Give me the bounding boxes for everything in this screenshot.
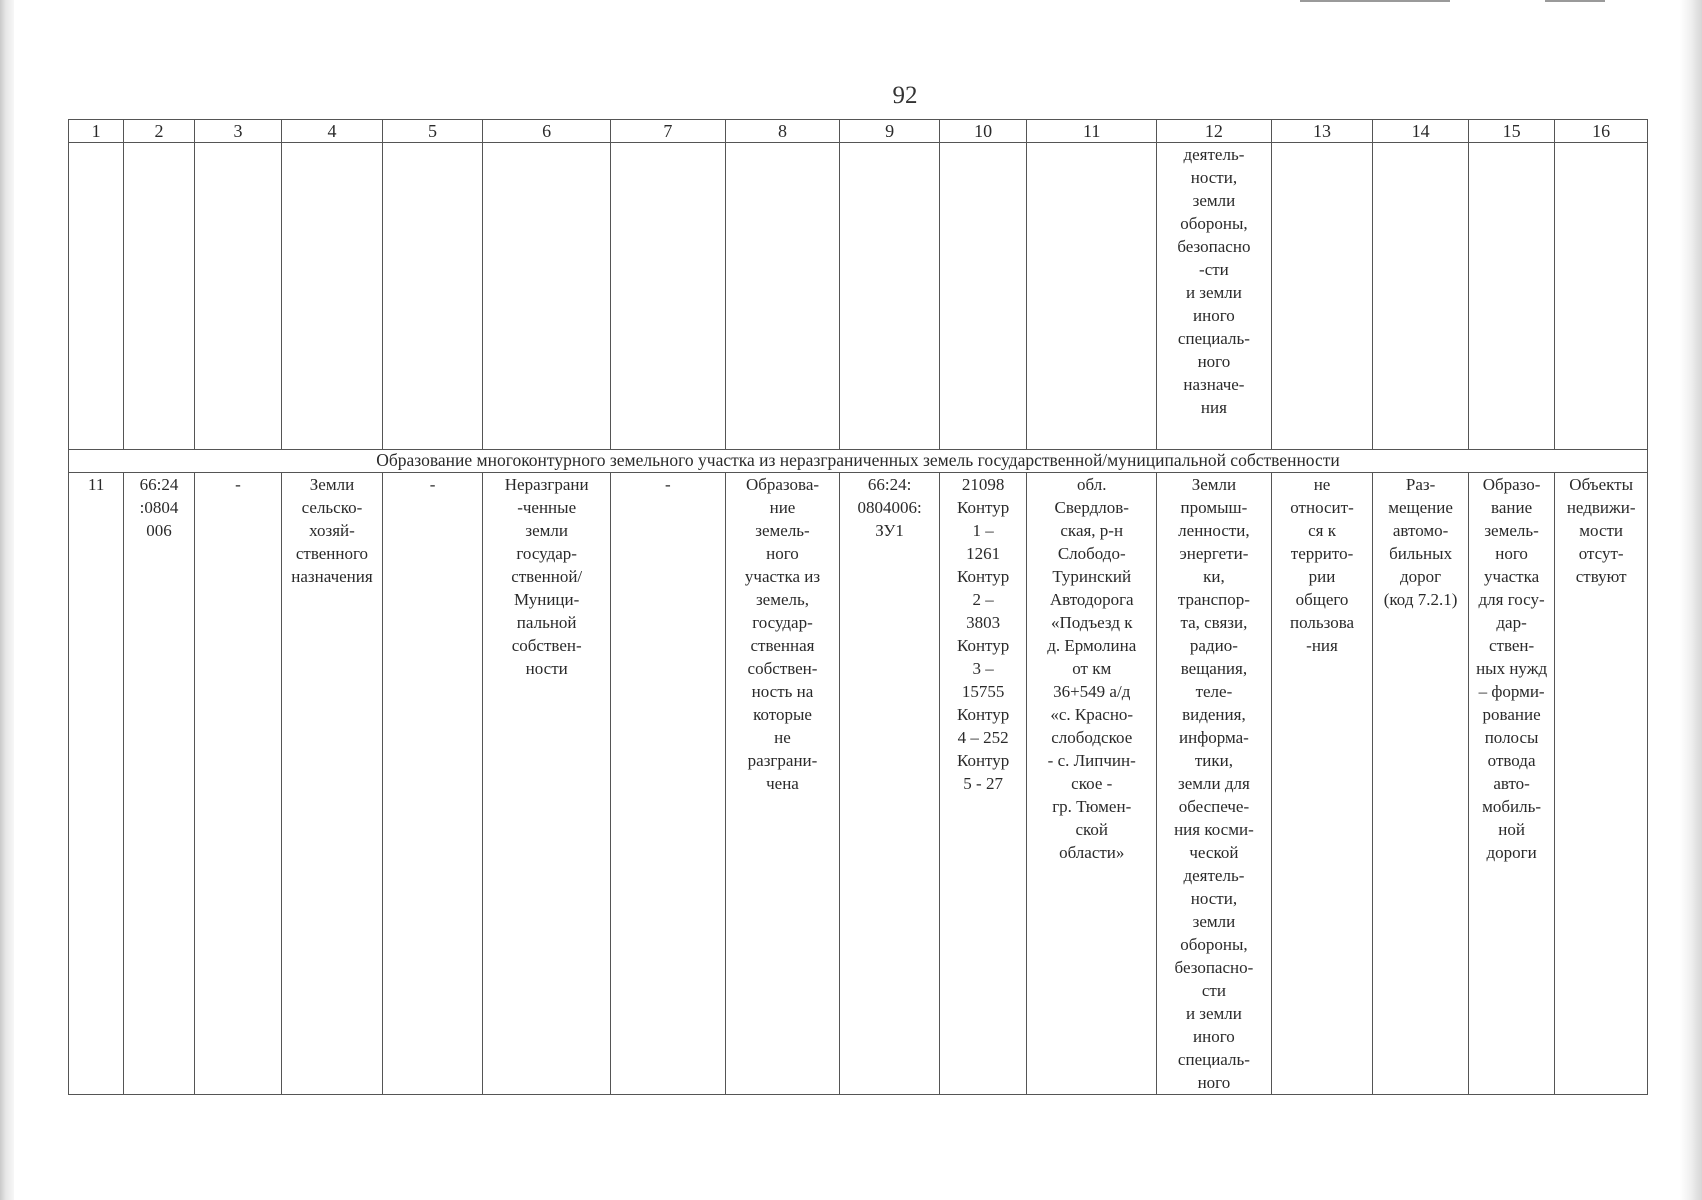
real-estate-objects: Объекты недвижи- мости отсут- ствуют: [1555, 473, 1648, 1095]
col-header: 13: [1271, 120, 1373, 143]
table-cell: [840, 143, 940, 450]
col-header: 1: [69, 120, 124, 143]
target-land-category: Земли промыш- ленности, энергети- ки, транспор- та, связи, радио- вещания, теле- видения, информа- тики, земли для обеспече- ния косми- ческой деятель- ности, земли обороны, безопасно- сти и земли иного специаль- ного: [1157, 473, 1272, 1095]
col-header: 4: [282, 120, 383, 143]
table-cell: -: [194, 473, 281, 1095]
col-header: 14: [1373, 120, 1469, 143]
col-header: 8: [725, 120, 840, 143]
ownership-form: Неразграни -ченные земли государ- ственной/ Муници- пальной собствен- ности: [483, 473, 611, 1095]
plot-designation: 66:24: 0804006: ЗУ1: [840, 473, 940, 1095]
formation-purpose: Образо- вание земель- ного участка для госу- дар- ствен- ных нужд – форми- рование полосы отвода авто- мобиль- ной дороги: [1468, 473, 1554, 1095]
land-plot-table: [68, 119, 1648, 1095]
scan-top-mark: [1545, 0, 1605, 2]
table-cell: [194, 143, 281, 450]
col-header: 10: [939, 120, 1026, 143]
plot-address: обл. Свердлов- ская, р-н Слободо- Туринский Автодорога «Подъезд к д. Ермолина от км 36+549 а/д «с. Красно- слободское - с. Липчин- ское - гр. Тюмен- ской области»: [1027, 473, 1157, 1095]
page-number: 92: [892, 82, 918, 109]
column-number-row: [69, 120, 1648, 143]
table-cell: [124, 143, 194, 450]
scan-right-edge: [1680, 0, 1702, 1200]
table-cell: [483, 143, 611, 450]
land-category: Земли сельско- хозяй- ственного назначения: [282, 473, 383, 1095]
col-header: 2: [124, 120, 194, 143]
table-cell: -: [382, 473, 483, 1095]
section-title: Образование многоконтурного земельного участка из неразграниченных земель государственной/муниципальной собственности: [69, 450, 1648, 473]
table-cell: [1468, 143, 1554, 450]
table-cell: [611, 143, 726, 450]
formation-method: Образова- ние земель- ного участка из земель, государ- ственная собствен- ность на которые не разграни- чена: [725, 473, 840, 1095]
row-number: 11: [69, 473, 124, 1095]
table-cell: [725, 143, 840, 450]
cadastral-quarter: 66:24 :0804 006: [124, 473, 194, 1095]
col-header: 5: [382, 120, 483, 143]
scan-top-mark: [1300, 0, 1450, 2]
section-title-row: [69, 450, 1648, 473]
col-header: 11: [1027, 120, 1157, 143]
continuation-row: [69, 143, 1648, 450]
table-cell: [282, 143, 383, 450]
table-cell: [1373, 143, 1469, 450]
table-row: [69, 473, 1648, 1095]
col-header: 16: [1555, 120, 1648, 143]
col-header: 9: [840, 120, 940, 143]
table-cell: [1555, 143, 1648, 450]
col-header: 15: [1468, 120, 1554, 143]
col-header: 3: [194, 120, 281, 143]
table-cell: [1271, 143, 1373, 450]
col-header: 6: [483, 120, 611, 143]
table-cell: [939, 143, 1026, 450]
public-use-status: не относит- ся к террито- рии общего пользова -ния: [1271, 473, 1373, 1095]
table-cell: -: [611, 473, 726, 1095]
scan-left-edge: [0, 0, 14, 1200]
table-cell: [382, 143, 483, 450]
col-header: 7: [611, 120, 726, 143]
col-header: 12: [1157, 120, 1272, 143]
plot-area: 21098 Контур 1 – 1261 Контур 2 – 3803 Контур 3 – 15755 Контур 4 – 252 Контур 5 - 27: [939, 473, 1026, 1095]
permitted-use: Раз- мещение автомо- бильных дорог (код 7.2.1): [1373, 473, 1469, 1095]
continuation-land-category: деятель- ности, земли обороны, безопасно -сти и земли иного специаль- ного назначе- ния: [1157, 143, 1272, 450]
table-cell: [1027, 143, 1157, 450]
table-cell: [69, 143, 124, 450]
